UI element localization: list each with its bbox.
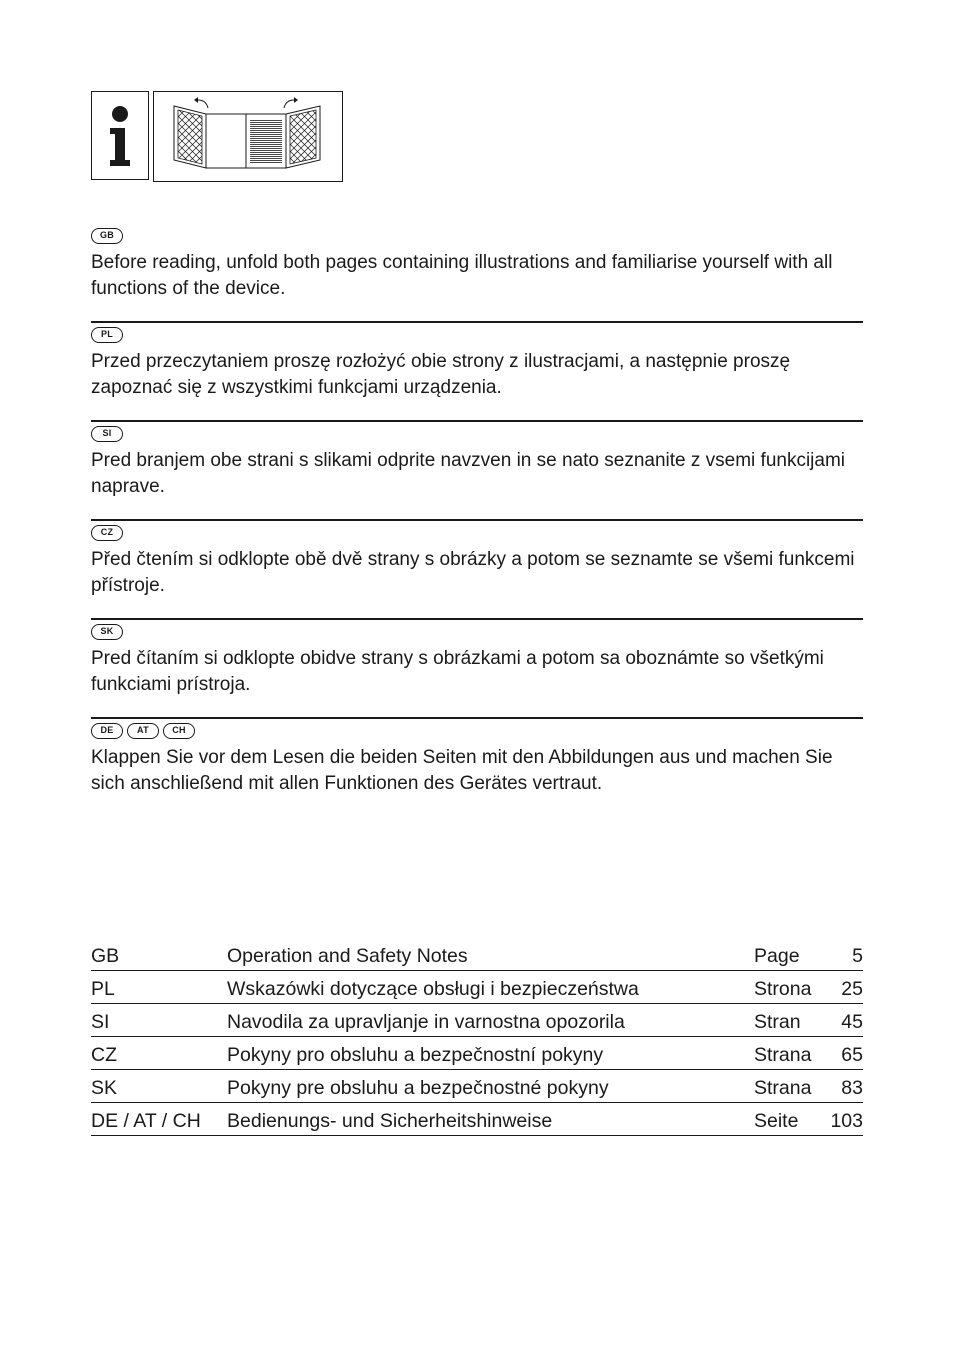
toc-title: Navodila za upravljanje in varnostna opozorila	[227, 1011, 625, 1033]
language-badge: AT	[127, 723, 159, 739]
language-badges	[91, 426, 123, 442]
toc-page-label: Seite	[754, 1110, 799, 1132]
toc-row	[91, 938, 863, 971]
language-badges	[91, 228, 123, 244]
toc-row	[91, 1004, 863, 1037]
section-cz	[91, 523, 863, 620]
toc-page-label: Stran	[754, 1011, 801, 1033]
toc-title: Pokyny pro obsluhu a bezpečnostní pokyny	[227, 1044, 604, 1066]
toc-row	[91, 971, 863, 1004]
toc-page-number: 83	[841, 1077, 863, 1099]
table-of-contents	[91, 938, 863, 1136]
section-sk	[91, 622, 863, 719]
section-pl	[91, 325, 863, 422]
toc-code: SK	[91, 1077, 118, 1099]
toc-page-label: Page	[754, 945, 800, 967]
toc-title: Pokyny pre obsluhu a bezpečnostné pokyny	[227, 1077, 609, 1099]
toc-row	[91, 1070, 863, 1103]
toc-page-number: 103	[830, 1110, 863, 1132]
toc-page-number: 5	[852, 945, 863, 967]
toc-title: Bedienungs- und Sicherheitshinweise	[227, 1110, 553, 1132]
section-text: Klappen Sie vor dem Lesen die beiden Seiten mit den Abbildungen aus und machen Sie sich anschließend mit allen Funktionen des Gerätes vertraut.	[91, 747, 833, 794]
section-text: Pred branjem obe strani s slikami odprite navzven in se nato seznanite z vsemi funkcijami naprave.	[91, 450, 846, 497]
toc-code: SI	[91, 1011, 110, 1033]
toc-code: CZ	[91, 1044, 117, 1066]
toc-row	[91, 1103, 863, 1136]
toc-code: DE / AT / CH	[91, 1110, 201, 1132]
toc-title: Operation and Safety Notes	[227, 945, 468, 967]
section-gb	[91, 226, 863, 323]
section-text: Before reading, unfold both pages containing illustrations and familiarise yourself with all functions of the device.	[91, 252, 833, 299]
language-badge: SK	[91, 624, 123, 640]
language-badges	[91, 327, 123, 343]
language-badge: DE	[91, 723, 123, 739]
language-badges	[91, 525, 123, 541]
section-de-at-ch	[91, 721, 863, 818]
language-badge: CZ	[91, 525, 123, 541]
section-text: Pred čítaním si odklopte obidve strany s obrázkami a potom sa oboznámte so všetkými funkciami prístroja.	[91, 648, 824, 695]
language-badges	[91, 723, 195, 739]
toc-row	[91, 1037, 863, 1070]
language-badge: CH	[163, 723, 195, 739]
toc-code: PL	[91, 978, 115, 1000]
info-icon	[91, 91, 149, 180]
toc-page-label: Strona	[754, 978, 812, 1000]
toc-title: Wskazówki dotyczące obsługi i bezpieczeństwa	[227, 978, 639, 1000]
toc-page-label: Strana	[754, 1077, 812, 1099]
toc-page-number: 25	[841, 978, 863, 1000]
language-sections	[91, 226, 863, 820]
language-badge: SI	[91, 426, 123, 442]
toc-page-number: 65	[841, 1044, 863, 1066]
language-badge: PL	[91, 327, 123, 343]
language-badges	[91, 624, 123, 640]
unfold-pages-icon	[153, 91, 343, 182]
section-text: Před čtením si odklopte obě dvě strany s obrázky a potom se seznamte se všemi funkcemi přístroje.	[91, 549, 855, 596]
toc-page-label: Strana	[754, 1044, 812, 1066]
language-badge: GB	[91, 228, 123, 244]
toc-page-number: 45	[841, 1011, 863, 1033]
toc-code: GB	[91, 945, 120, 967]
section-text: Przed przeczytaniem proszę rozłożyć obie strony z ilustracjami, a następnie proszę zapoznać się z wszystkimi funkcjami urządzenia.	[91, 351, 791, 398]
section-si	[91, 424, 863, 521]
